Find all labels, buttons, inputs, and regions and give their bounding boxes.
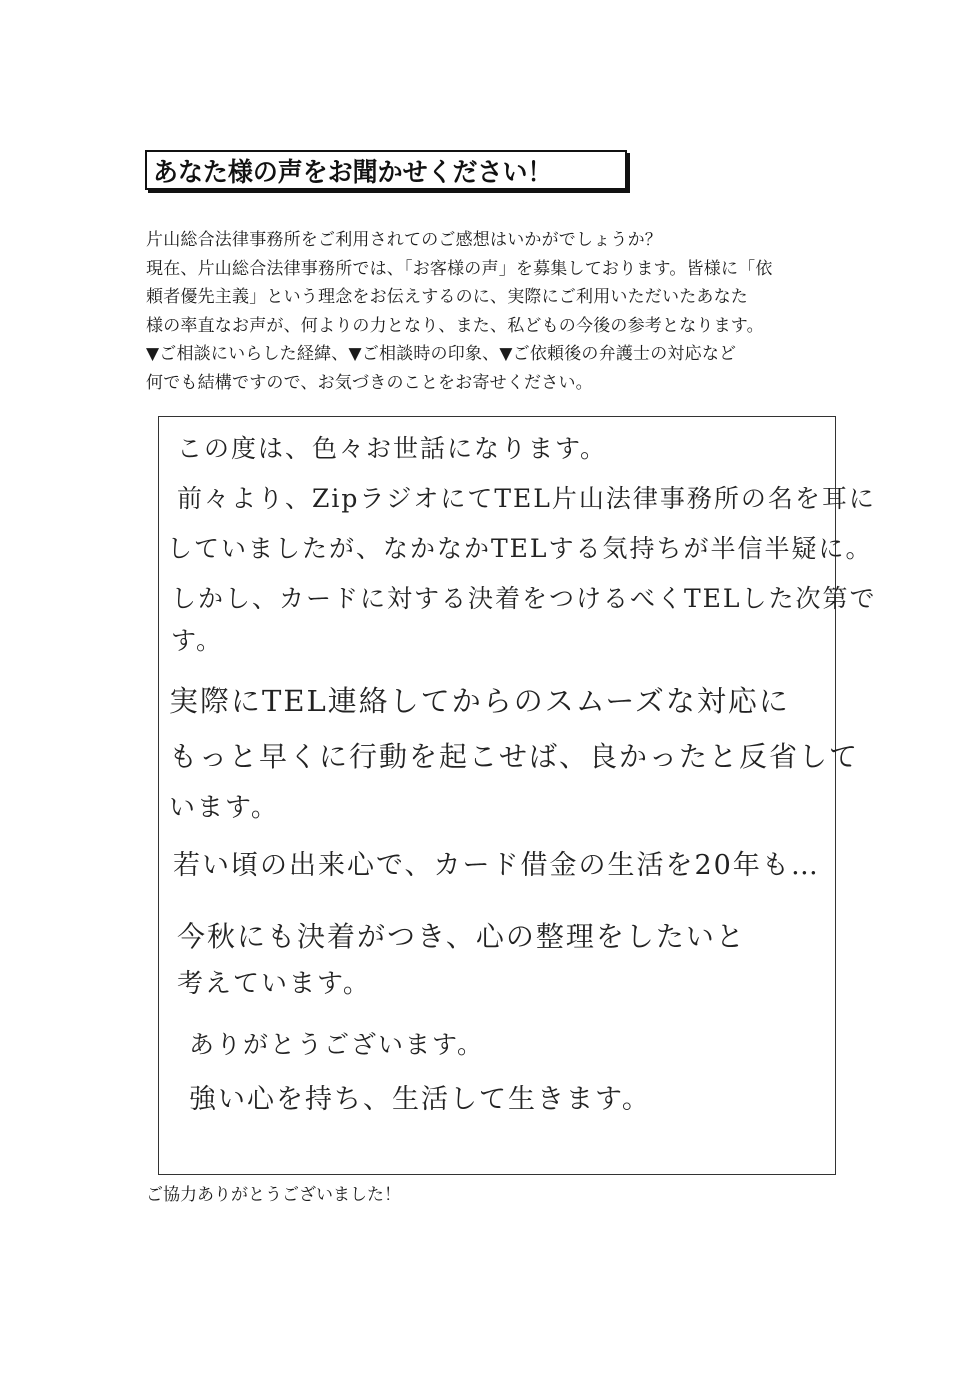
intro-line: 何でも結構ですので、お気づきのことをお寄せください。 <box>146 372 593 393</box>
intro-line: ▼ご相談にいらした経緯、▼ご相談時の印象、▼ご依頼後の弁護士の対応など <box>146 344 737 364</box>
handwritten-answer-box <box>158 416 877 1175</box>
handwritten-line: 考えています。 <box>177 969 371 999</box>
handwritten-line: 若い頃の出来心で、カード借金の生活を20年も… <box>173 850 820 881</box>
intro-line: 様の率直なお声が、何よりの力となり、また、私どもの今後の参考となります。 <box>146 315 764 336</box>
handwritten-line: していましたが、なかなかTELする気持ちが半信半疑に。 <box>167 534 873 563</box>
intro-text <box>146 226 846 397</box>
handwritten-line: 前々より、ZipラジオにてTEL片山法律事務所の名を耳に <box>177 484 876 513</box>
title-box <box>145 150 627 190</box>
handwritten-line: ありがとうございます。 <box>189 1030 485 1059</box>
handwritten-line: もっと早くに行動を起こせば、良かったと反省して <box>169 740 860 773</box>
handwritten-line: 実際にTEL連絡してからのスムーズな対応に <box>169 684 790 718</box>
handwritten-line: しかし、カードに対する決着をつけるべくTELした次第で <box>171 584 877 613</box>
handwritten-line: 今秋にも決着がつき、心の整理をしたいと <box>177 920 746 953</box>
handwritten-line: います。 <box>169 793 279 823</box>
page-title: あなた様の声をお聞かせください！ <box>153 157 553 188</box>
intro-line: 片山総合法律事務所をご利用されてのご感想はいかがでしょうか？ <box>146 230 662 250</box>
handwritten-line: す。 <box>171 626 224 655</box>
closing-thanks: ご協力ありがとうございました！ <box>146 1185 401 1205</box>
intro-line: 現在、片山総合法律事務所では、「お客様の声」を募集しております。皆様に「依 <box>146 258 773 279</box>
intro-line: 頼者優先主義」という理念をお伝えするのに、実際にご利用いただいたあなた <box>146 287 748 307</box>
handwritten-line: 強い心を持ち、生活して生きます。 <box>189 1084 651 1115</box>
handwritten-line: この度は、色々お世話になります。 <box>177 434 608 463</box>
